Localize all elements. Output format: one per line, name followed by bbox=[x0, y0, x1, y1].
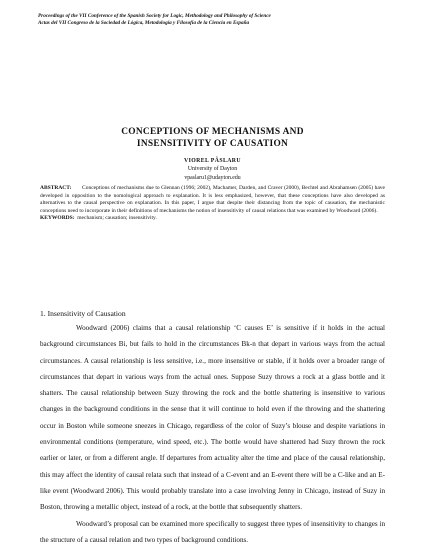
running-header bbox=[38, 13, 398, 27]
paper-title-line-2: INSENSITIVITY OF CAUSATION bbox=[136, 139, 289, 149]
keywords-label: KEYWORDS: bbox=[40, 215, 75, 222]
section-body bbox=[40, 320, 385, 548]
keywords-text: mechanism; causation; insensitivity. bbox=[77, 215, 157, 222]
abstract-label: ABSTRACT: bbox=[40, 185, 72, 191]
body-paragraph-1: Woodward (2006) claims that a causal relationship ‘C causes E’ is sensitive if it holds in the actual background circumstances Bi, but fails to hold in the circumstances Bk-n that depart in various ways from the actual circumstances. A causal relationship is less sensitive, i.e., more insensitive or stable, if it holds over a broader range of circumstances that depart in various ways from the actual ones. Suppose Suzy throws a rock at a glass bottle and it shatters. The causal relationship between Suzy throwing the rock and the bottle shattering is insensitive to various changes in the background conditions in the sense that it will continue to hold even if the throwing and the shattering occur in Boston while someone sneezes in Chicago, regardless of the color of Suzy’s blouse and despite variations in environmental conditions (temperature, wind speed, etc.). The bottle would have shattered had Suzy thrown the rock earlier or later, or from a different angle. If departures from actuality alter the time and place of the causal relationship, this may affect the identity of causal relata such that instead of a C-event and an E-event there will be a C-like and an E- like event (Woodward 2006). This would probably translate into a case involving Jenny in Chicago, instead of Suzy in Boston, throwing a metallic object, instead of a rock, at the bottle that subsequently shatters. bbox=[40, 324, 385, 512]
author-affiliation: University of Dayton bbox=[187, 166, 238, 173]
author-name: VIOREL PÂSLARU bbox=[184, 158, 241, 164]
author-email: vpaslaru1@udayton.edu bbox=[184, 174, 241, 181]
header-line-spanish: Actas del VII Congreso de la Sociedad de Lógica, Metodología y Filosofía de la Ciencia en España bbox=[38, 20, 250, 27]
keywords-line bbox=[40, 215, 385, 223]
section-heading: 1. Insensitivity of Causation bbox=[40, 309, 126, 318]
body-paragraph-2: Woodward’s proposal can be examined more specifically to suggest three types of insensitivity to changes in the structure of a causal relation and two types of background conditions. bbox=[40, 519, 385, 544]
author-block bbox=[0, 157, 425, 182]
abstract-paragraph bbox=[40, 185, 385, 215]
header-line-english: Proceedings of the VII Conference of the Spanish Society for Logic, Methodology and Philosophy of Science bbox=[38, 13, 271, 19]
paper-title-line-1: CONCEPTIONS OF MECHANISMS AND bbox=[121, 127, 304, 137]
abstract bbox=[40, 185, 385, 223]
abstract-text: Conceptions of mechanisms due to Glennan (1996; 2002), Machamer, Darden, and Craver (2000), Bechtel and Abrahamsen (2005) have developed in opposition to the nomological approach to explanation. It is less emphasized, however, that these conceptions have also developed as alternatives to the causal perspective on explanation. In this paper, I argue that despite their distancing from the topic of causation, the mechanistic conceptions need to incorporate in their definitions of mechanisms the notion of insensitivity of causal relations that was examined by Woodward (2006). bbox=[40, 185, 385, 214]
